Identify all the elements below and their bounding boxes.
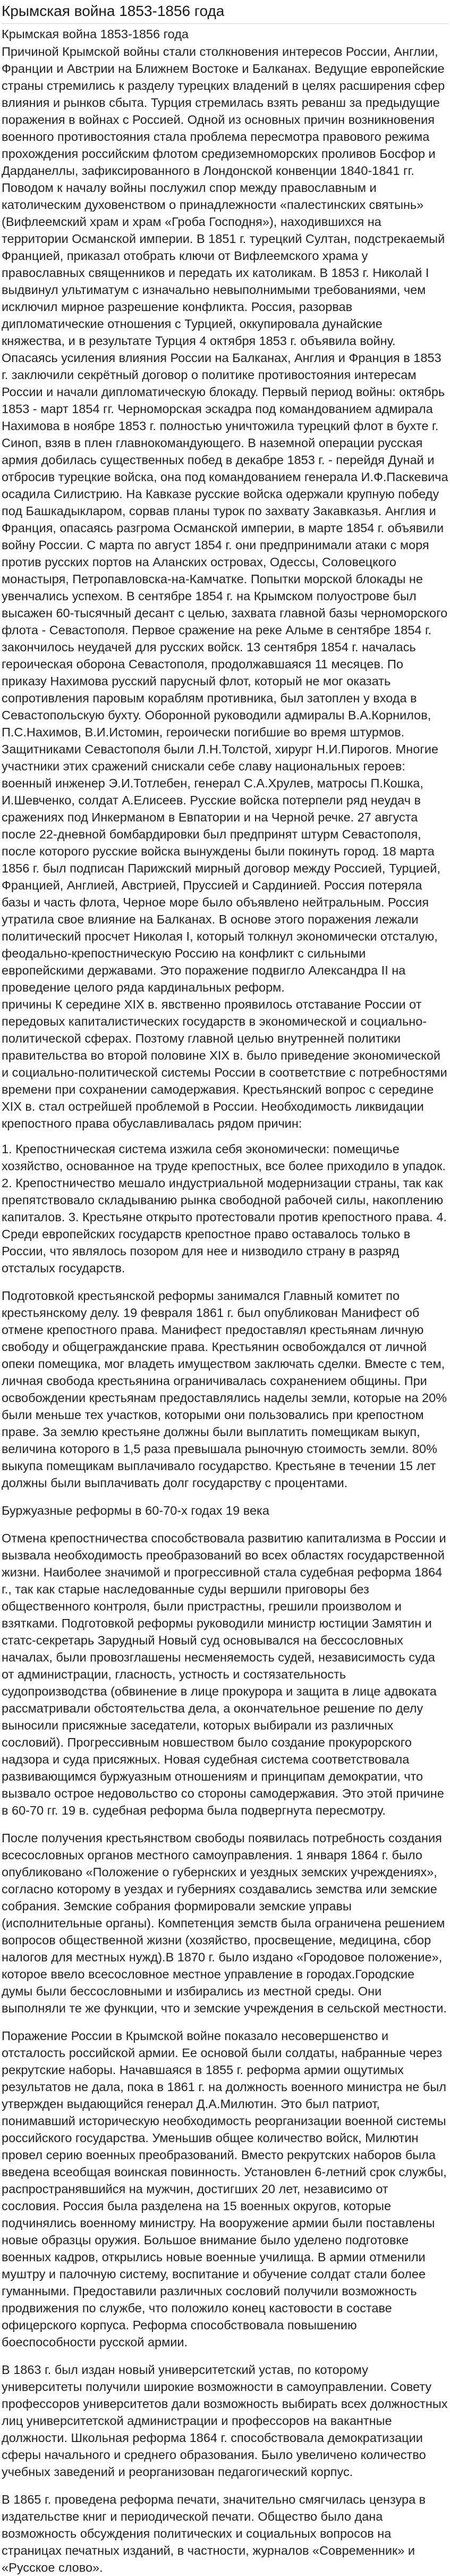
paragraph-military-reform: Поражение России в Крымской войне показало несовершенство и отсталость российской армии. Ее основой были солдаты, набранные через рекрутские наборы. Начавшаяся в 1855 г. реформа армии ощутимых результатов не дала, пока в 1861 г. на должность военного министра не был утвержден выдающийся генерал Д.А.Милютин. Это был патриот, понимавший историческую необходимость реорганизации военной системы российского государства. Уменьшив общее количество войск, Милютин провел серию военных преобразований. Вместо рекрутских наборов была введена всеобщая воинская повинность. Установлен 6-летний срок службы, распространявшийся на мужчин, достигших 20 лет, независимо от сословия. Россия была разделена на 15 военных округов, которые подчинялись военному министру. На вооружение армии были поставлены новые образцы оружия. Большое внимание было уделено подготовке военных кадров, открылись новые военные училища. В армии отменили муштру и палочную систему, воспитание и обучение солдат стали более гуманными. Предоставили различных сословий получили возможность продвижения по службе, что положило конец кастовости в составе офицерского корпуса. Реформа способствовала повышению боеспособности русской армии. <box>2 2029 447 2349</box>
paragraph-education-reform: В 1863 г. был издан новый университетский устав, по которому университеты получили широкие возможности в самоуправлении. Совету профессоров университетов дали возможность выбирать всех должностных лиц университетской администрации и профессоров на вакантные должности. Школьная реформа 1864 г. способствовала демократизации сферы начального и среднего образования. Было увеличено количество учебных заведений и реорганизован педагогический корпус. <box>2 2363 448 2479</box>
paragraph-serfdom-reasons: 1. Крепостническая система изжила себя экономически: помещичье хозяйство, основанное на труде крепостных, все более приходило в упадок. 2. Крепостничество мешало индустриальной модернизации страны, так как препятствовало складыванию рынка свободной рабочей силы, накоплению капиталов. 3. Крестьяне открыто протестовали против крепостного права. 4. Среди европейских государств крепостное право оставалось только в России, что являлось позором для нее и низводило страну в разряд отсталых государств. <box>2 1142 447 1275</box>
paragraph-reform-causes: причины К середине XIX в. явственно проявилось отставание России от передовых капиталистических государств в экономической и социально-политической сферах. Позтому главной целью внутренней политики правительства во второй половине XIX в. было приведение экономической и социально-политической системы России в соответствие с потребностями времени при сохранении самодержавия. Крестьянский вопрос с середине XIX в. стал острейшей проблемой в России. Необходимость ликвидации крепостного права обуславливалась рядом причин: <box>2 997 447 1130</box>
paragraph-judicial-reform: Отмена крепостничества способствовала развитию капитализма в России и вызвала необходимость преобразований во всех областях государственной жизни. Наиболее значимой и прогрессивной стала судебная реформа 1864 г., так как старые наследованные суды вершили приговоры без общественного контроля, были пристрастны, грешили произволом и взятками. Подготовкой реформы руководили министр юстиции Замятин и статс-секретарь Зарудный Новый суд основывался на бессословных началах, были провозглашены несменяемость судей, независимость суда от администрации, гласность, устность и состязательность судопроизводства (обвинение в лице прокурора и защита в лице адвоката рассматривали обстоятельства дела, а окончательное решение по делу выносили присяжные заседатели, которых выбирали из различных сословий). Прогрессивным новшеством было создание прокурорского надзора и суда присяжных. Новая судебная система соответствовала развивающимся буржуазным отношениям и принципам демократии, что вызвало острое недовольство со стороны самодержавия. Это этой причине в 60-70 гг. 19 в. судебная реформа была подвергнута пересмотру. <box>2 1531 446 1817</box>
document-subtitle: Крымская война 1853-1856 года <box>2 27 189 41</box>
title-divider <box>2 23 448 24</box>
paragraph-peasant-reform: Подготовкой крестьянской реформы занимался Главный комитет по крестьянскому делу. 19 февраля 1861 г. был опубликован Манифест об отмене крепостного права. Манифест предоставлял крестьянам личную свободу и общегражданские права. Крестьянин освобождался от личной опеки помещика, мог владеть имуществом заключать сделки. Вместе с тем, личная свобода крестьянина ограничивалась сохранением общины. При освобождении крестьянам предоставлялись наделы земли, которые на 20% были меньше тех участков, которыми они пользовались при крепостном праве. За землю крестьяне должны были выплатить помещикам выкуп, величина которого в 1,5 раза превышала рыночную стоимость земли. 80% выкупа помещикам выплачивало государство. Крестьяне в течении 15 лет должны были выплачивать долг государству с процентами. <box>2 1289 447 1490</box>
paragraph-crimean-war: Причиной Крымской войны стали столкновения интересов России, Англии, Франции и Австрии на Ближнем Востоке и Балканах. Ведущие европейские страны стремились к разделу турецких владений в целях расширения сфер влияния и рынков сбыта. Турция стремилась взять реванш за предыдущие поражения в войнах с Россией. Одной из основных причин возникновения военного противостояния стала проблема пересмотра правового режима прохождения российским флотом средиземноморских проливов Босфор и Дарданеллы, зафиксированного в Лондонской конвенции 1840-1841 гг. Поводом к началу войны послужил спор между православным и католическим духовенством о принадлежности «палестинских святынь» (Вифлеемский храм и храм «Гроба Господня»), находившихся на территории Османской империи. В 1851 г. турецкий Султан, подстрекаемый Францией, приказал отобрать ключи от Вифлеемского храма у православных священников и передать их католикам. В 1853 г. Николай I выдвинул ультиматум с изначально невыполнимыми требованиями, чем исключил мирное разрешение конфликта. Россия, разорвав дипломатические отношения с Турцией, оккупировала дунайские княжества, и в результате Турция 4 октября 1853 г. объявила войну. Опасаясь усиления влияния России на Балканах, Англия и Франция в 1853 г. заключили секрётный договор о политике противостояния интересам России и начали дипломатическую блокаду. Первый период войны: октябрь 1853 - март 1854 гг. Черноморская эскадра под командованием адмирала Нахимова в ноябре 1853 г. полностью уничтожила турецкий флот в бухте г. Синоп, взяв в плен главнокомандующего. В наземной операции русская армия добилась существенных побед в декабре 1853 г. - перейдя Дунай и отбросив турецкие войска, она под командованием генерала И.Ф.Паскевича осадила Силистрию. На Кавказе русские войска одержали крупную победу под Башкадыкларом, сорвав планы турок по захвату Закавказья. Англия и Франция, опасаясь разгрома Османской империи, в марте 1854 г. объявили войну России. С марта по август 1854 г. они предпринимали атаки с моря против русских портов на Аланских островах, Одессы, Соловецкого монастыря, Петропавловска-на-Камчатке. Попытки морской блокады не увенчались успехом. В сентябре 1854 г. на Крымском полуострове был высажен 60-тысячный десант с целью, захвата главной базы черноморского флота - Севастополя. Первое сражение на реке Альме в сентябре 1854 г. закончилось неудачей для русских войск. 13 сентября 1854 г. началась героическая оборона Севастополя, продолжавшаяся 11 месяцев. По приказу Нахимова русский парусный флот, который не мог оказать сопротивления паровым кораблям противника, был затоплен у входа в Севастопольскую бухту. Оборонной руководили адмиралы В.А.Корнилов, П.С.Нахимов, В.И.Истомин, героически погибшие во время штурмов. Защитниками Севастополя были Л.Н.Толстой, хирург Н.И.Пирогов. Многие участники этих сражений снискали себе славу национальных героев: военный инженер Э.И.Тотлебен, генерал С.А.Хрулев, матросы П.Кошка, И.Шевченко, солдат А.Елисеев. Русские войска потерпели ряд неудач в сражениях под Инкерманом в Евпатории и на Черной речке. 27 августа после 22-дневной бомбардировки был предпринят штурм Севастополя, после которого русские войска вынуждены были покинуть город. 18 марта 1856 г. был подписан Парижский мирный договор между Россией, Турцией, Францией, Англией, Австрией, Пруссией и Сардинией. Россия потеряла базы и часть флота, Черное море было объявлено нейтральным. Россия утратила свое влияние на Балканах. В основе этого поражения лежали политический просчет Николая I, который толкнул экономически отсталую, феодально-крепостническую Россию на конфликт с сильными европейскими державами. Это поражение подвигло Александра II на проведение целого ряда кардинальных реформ. <box>2 45 448 994</box>
paragraph-press-reform: В 1865 г. проведена реформа печати, значительно смягчилась цензура в издательстве книг и периодической печати. Общество было дана возможность обсуждения политических и социальных вопросов на страницах печатных изданий, в частности, журналов «Современник» и «Русское слово». <box>2 2493 426 2574</box>
section-heading-bourgeois-reforms: Буржуазные реформы в 60-70-х годах 19 века <box>2 1504 269 1517</box>
page-title: Крымская война 1853-1856 года <box>2 3 225 19</box>
paragraph-zemstvo-reform: После получения крестьянством свободы появилась потребность создания всесословных органов местного самоуправления. 1 января 1864 г. было опубликовано «Положение о губернских и уездных земских учреждениях», согласно которому в уездах и губерниях создавались земства или земские собрания. Земские собрания формировали земские управы (исполнительные органы). Компетенция земств была ограничена решением вопросов общественной жизни (хозяйство, просвещение, медицина, сбор налогов для местных нужд).В 1870 г. было издано «Городовое положение», которое ввело всесословное местное управление в городах.Городские думы были бессословными и избирались из местной среды. Они выполняли те же функции, что и земские учреждения в сельской местности. <box>2 1831 447 2015</box>
